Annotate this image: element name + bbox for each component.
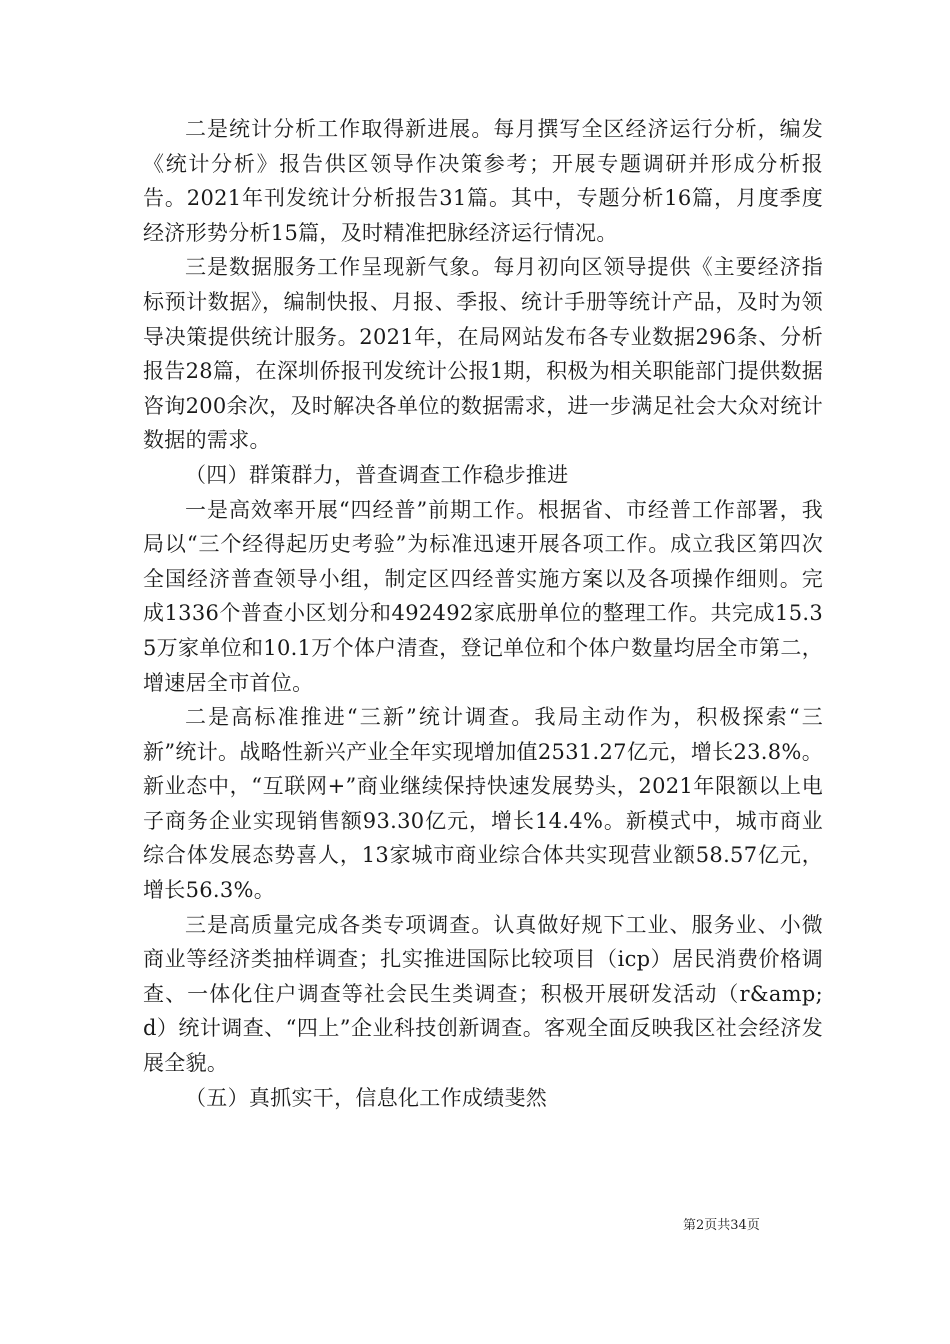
- section-heading-informatization: （五）真抓实干，信息化工作成绩斐然: [185, 1085, 548, 1110]
- paragraph-special-surveys: 三是高质量完成各类专项调查。认真做好规下工业、服务业、小微商业等经济类抽样调查；扎实推进国际比较项目（icp）居民消费价格调查、一体化住户调查等社会民生类调查；积极开展研发活动（r&amp;d）统计调查、“四上”企业科技创新调查。客观全面反映我区社会经济发展全貌。: [143, 912, 823, 1076]
- section-heading-census: （四）群策群力，普查调查工作稳步推进: [185, 462, 569, 487]
- paragraph-data-service: 三是数据服务工作呈现新气象。每月初向区领导提供《主要经济指标预计数据》，编制快报、月报、季报、统计手册等统计产品，及时为领导决策提供统计服务。2021年，在局网站发布各专业数据296条、分析报告28篇，在深圳侨报刊发统计公报1期，积极为相关职能部门提供数据咨询200余次，及时解决各单位的数据需求，进一步满足社会大众对统计数据的需求。: [143, 255, 823, 453]
- paragraph-fourth-census: 一是高效率开展“四经普”前期工作。根据省、市经普工作部署，我局以“三个经得起历史考验”为标准迅速开展各项工作。成立我区第四次全国经济普查领导小组，制定区四经普实施方案以及各项操作细则。完成1336个普查小区划分和492492家底册单位的整理工作。共完成15.35万家单位和10.1万个体户清查，登记单位和个体户数量均居全市第二，增速居全市首位。: [143, 497, 823, 695]
- page-number: 第2页共34页: [683, 1218, 760, 1233]
- paragraph-statistical-analysis: 二是统计分析工作取得新进展。每月撰写全区经济运行分析，编发《统计分析》报告供区领导作决策参考；开展专题调研并形成分析报告。2021年刊发统计分析报告31篇。其中，专题分析16篇，月度季度经济形势分析15篇，及时精准把脉经济运行情况。: [143, 117, 823, 245]
- paragraph-three-new-survey: 二是高标准推进“三新”统计调查。我局主动作为，积极探索“三新”统计。战略性新兴产业全年实现增加值2531.27亿元，增长23.8%。新业态中，“互联网+”商业继续保持快速发展势头，2021年限额以上电子商务企业实现销售额93.30亿元，增长14.4%。新模式中，城市商业综合体发展态势喜人，13家城市商业综合体共实现营业额58.57亿元，增长56.3%。: [143, 705, 823, 903]
- document-body: [143, 112, 823, 1115]
